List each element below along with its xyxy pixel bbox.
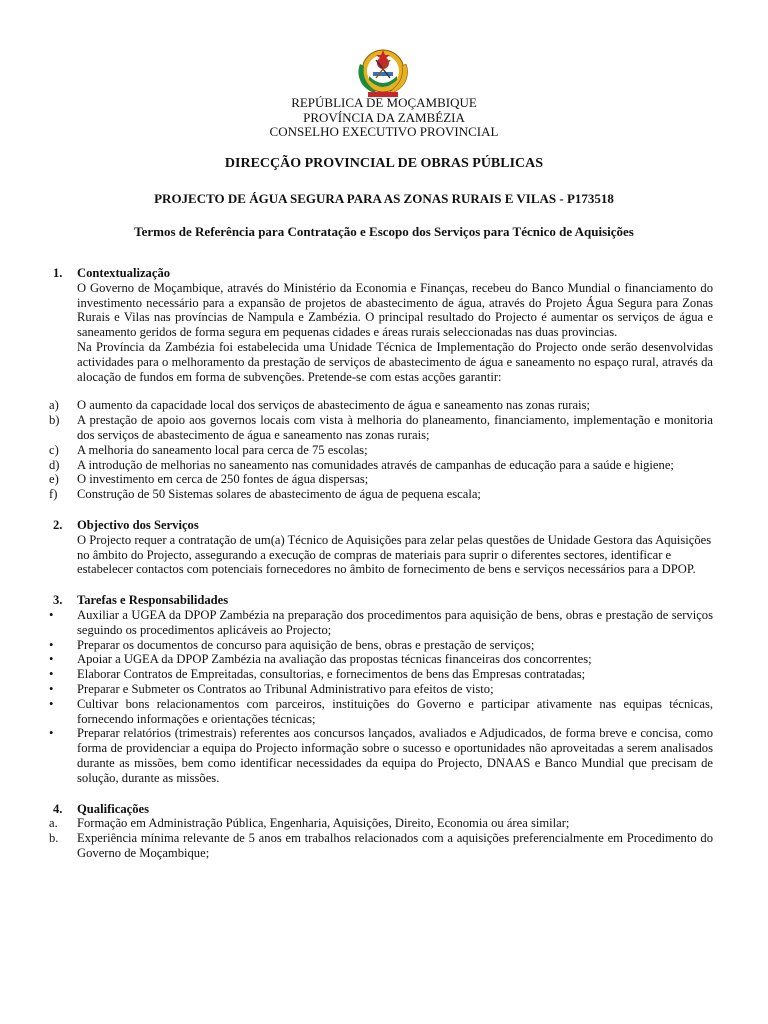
list-item: a) O aumento da capacidade local dos serviços de abastecimento de água e saneamento nas zonas rurais; xyxy=(49,398,590,413)
bullet-icon: • xyxy=(49,726,54,741)
section-title: Qualificações xyxy=(77,801,150,816)
terms-title: Termos de Referência para Contratação e Escopo dos Serviços para Técnico de Aquisições xyxy=(134,224,634,239)
section-number: 4. xyxy=(53,801,63,816)
section-heading xyxy=(53,593,713,608)
bullet-icon: • xyxy=(49,652,54,667)
objectives-list xyxy=(49,398,713,502)
paragraph: Na Província da Zambézia foi estabelecida uma Unidade Técnica de Implementação do Projecto onde serão desenvolvidas actividades para o melhoramento da prestação de serviços de abastecimento de água e saneamento no espaço rural, através da alocação de fundos em forma de subvenções. Pretende-se com estas acções garantir: xyxy=(77,339,713,384)
section-heading xyxy=(53,801,713,817)
republic-line: REPÚBLICA DE MOÇAMBIQUE xyxy=(291,95,477,110)
bullet-icon: • xyxy=(49,637,54,652)
bullet-icon: • xyxy=(49,696,54,711)
list-item: • Auxiliar a UGEA da DPOP Zambézia na preparação dos procedimentos para aquisição de bens, obras e prestação de serviços seguindo os procedimentos aplicáveis ao Projecto; xyxy=(49,607,713,637)
list-item: c) A melhoria do saneamento local para cerca de 75 escolas; xyxy=(49,442,368,457)
project-title: PROJECTO DE ÁGUA SEGURA PARA AS ZONAS RURAIS E VILAS - P173518 xyxy=(154,191,614,206)
qualifications-list xyxy=(49,816,713,860)
tasks-list xyxy=(49,607,713,786)
list-item: • Preparar relatórios (trimestrais) referentes aos concursos lançados, avaliados e Adjudicados, de forma breve e concisa, como forma de providenciar a equipa do Projecto informação sobre o sucesso e oportunidades não aproveitadas a serem analisados durante as missões, bem como identificar necessidades da equipa do Projecto, DNAAS e Banco Mundial que precisam de solução, durante as missões. xyxy=(49,726,713,785)
paragraph: O Projecto requer a contratação de um(a) Técnico de Aquisições para zelar pelas questões de Unidade Gestora das Aquisições no âmbito do Projecto, assegurando a execução de compras de materiais para suprir o diferentes sectores, identificar e estabelecer contactos com potenciais fornecedores no âmbito de fornecimento de bens e serviços necessários para a DPOP. xyxy=(77,532,712,577)
council-line: CONSELHO EXECUTIVO PROVINCIAL xyxy=(269,124,499,139)
paragraph: O Governo de Moçambique, através do Ministério da Economia e Finanças, recebeu do Banco Mundial o financiamento do investimento necessário para a expansão de projetos de abastecimento de água, através do Projeto Água Segura para Zonas Rurais e Vilas nas províncias de Nampula e Zambézia. O principal resultado do Projecto é aumentar os serviços de água e saneamento geridos de forma segura em pequenas cidades e áreas rurais seleccionadas nas duas provincias. xyxy=(77,280,713,340)
list-item: • Apoiar a UGEA da DPOP Zambézia na avaliação das propostas técnicas financeiras dos concorrentes; xyxy=(49,652,592,667)
list-item: • Elaborar Contratos de Empreitadas, consultorias, e fornecimentos de bens das Empresas contratadas; xyxy=(49,667,586,682)
section-heading xyxy=(53,266,713,281)
directorate-title: DIRECÇÃO PROVINCIAL DE OBRAS PÚBLICAS xyxy=(224,156,544,171)
section-number: 2. xyxy=(53,517,63,532)
list-item: • Preparar os documentos de concurso para aquisição de bens, obras e prestação de serviços; xyxy=(49,637,535,652)
bullet-icon: • xyxy=(49,607,54,622)
list-item: b) A prestação de apoio aos governos locais com vista à melhoria do planeamento, financiamento, implementação e monitoria dos serviços de abastecimento de água e saneamento nas zonas rurais; xyxy=(49,413,713,442)
list-item: b. Experiência mínima relevante de 5 anos em trabalhos relacionados com a aquisições preferencialmente em Procedimento do Governo de Moçambique; xyxy=(49,831,713,860)
list-item: d) A introdução de melhorias no saneamento nas comunidades através de campanhas de educação para a saúde e higiene; xyxy=(49,457,674,472)
bullet-icon: • xyxy=(49,667,54,682)
section-title: Contextualização xyxy=(77,266,171,280)
list-item: • Cultivar bons relacionamentos com parceiros, instituições do Governo e participar ativamente nas equipas técnicas, fornecendo informações e orientações técnicas; xyxy=(49,696,713,726)
section-number: 3. xyxy=(53,593,63,608)
mozambique-emblem-icon xyxy=(348,40,418,100)
list-item: a. Formação em Administração Pública, Engenharia, Aquisições, Direito, Economia ou área similar; xyxy=(49,816,570,831)
section-title: Tarefas e Responsabilidades xyxy=(77,593,229,608)
list-item: f) Construção de 50 Sistemas solares de abastecimento de água de pequena escala; xyxy=(49,487,481,502)
list-item: • Preparar e Submeter os Contratos ao Tribunal Administrativo para efeitos de visto; xyxy=(49,681,494,696)
list-item: e) O investimento em cerca de 250 fontes de água dispersas; xyxy=(49,472,369,487)
section-title: Objectivo dos Serviços xyxy=(77,517,199,532)
section-heading xyxy=(53,517,713,533)
bullet-icon: • xyxy=(49,681,54,696)
province-line: PROVÍNCIA DA ZAMBÉZIA xyxy=(303,109,465,125)
document-header xyxy=(0,96,768,140)
section-number: 1. xyxy=(53,266,63,280)
document-body xyxy=(49,266,713,861)
